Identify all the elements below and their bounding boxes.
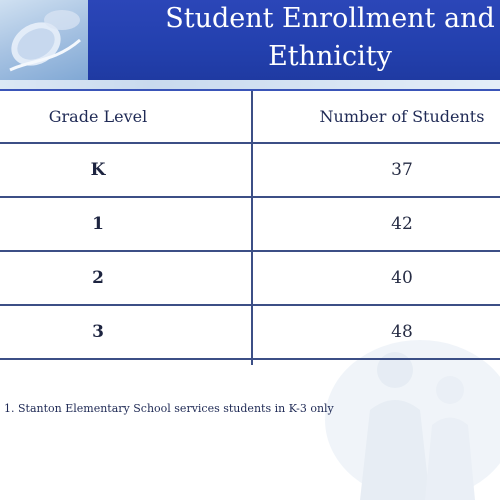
header-mouse-image xyxy=(0,0,88,82)
grade-cell: 2 xyxy=(92,268,104,288)
footnote: 1. Stanton Elementary School services students in K-3 only xyxy=(4,402,334,415)
table-row xyxy=(0,252,500,306)
enrollment-table xyxy=(0,91,500,360)
table-row xyxy=(0,306,500,360)
slide-title: Student Enrollment and Ethnicity xyxy=(165,3,495,72)
table-row xyxy=(0,144,500,198)
students-cell: 37 xyxy=(391,160,413,180)
mouse-icon xyxy=(0,0,88,82)
header-grade-level: Grade Level xyxy=(48,107,148,126)
table-row xyxy=(0,198,500,252)
grade-cell: 1 xyxy=(92,214,104,234)
grade-cell: K xyxy=(90,160,106,180)
students-cell: 40 xyxy=(391,268,413,288)
header-strip xyxy=(0,80,500,89)
students-cell: 48 xyxy=(391,322,413,342)
header-number-of-students: Number of Students xyxy=(319,107,485,126)
table-header-row xyxy=(0,91,500,144)
table-column-divider xyxy=(251,91,253,365)
students-cell: 42 xyxy=(391,214,413,234)
grade-cell: 3 xyxy=(92,322,104,342)
